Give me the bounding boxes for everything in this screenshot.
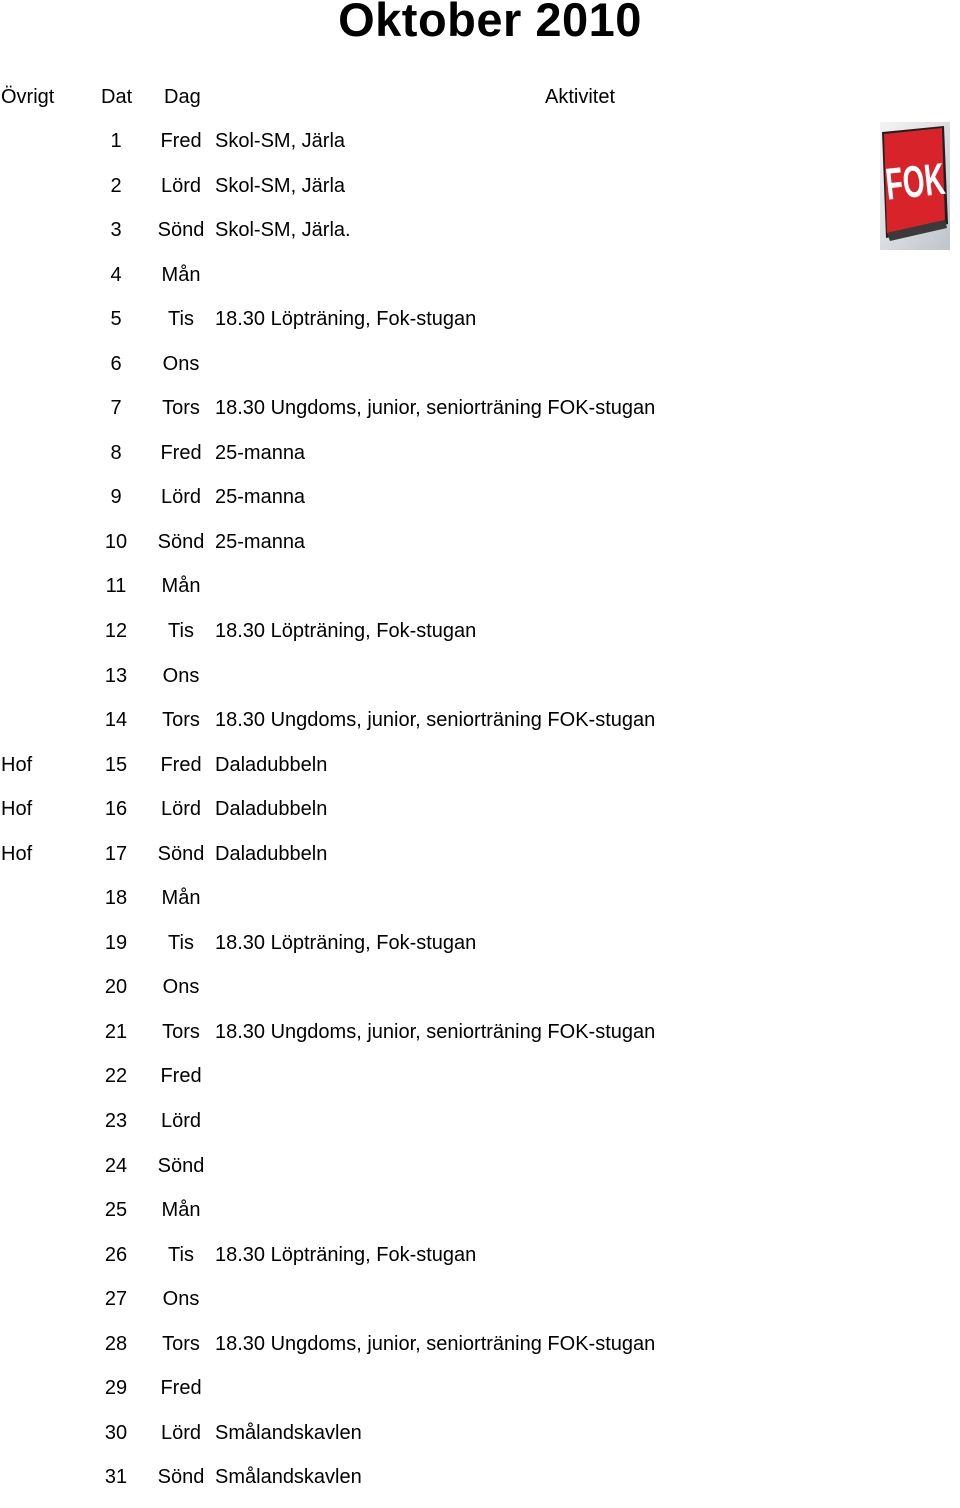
cell-dat: 18 [104,887,128,910]
cell-aktivitet: 18.30 Ungdoms, junior, seniorträning FOK-stugan [215,1332,656,1355]
cell-ovrigt: Hof [1,842,33,865]
cell-dag: Ons [162,1288,200,1311]
cell-dat: 15 [104,753,128,776]
table-row [0,1196,960,1241]
page-title: Oktober 2010 [338,0,642,46]
table-row [0,840,960,885]
cell-dat: 5 [110,308,122,331]
cell-dat: 24 [104,1154,128,1177]
cell-dat: 28 [104,1332,128,1355]
table-row [0,216,960,261]
cell-dag: Tors [162,1332,200,1355]
table-row [0,884,960,929]
cell-aktivitet: 18.30 Ungdoms, junior, seniorträning FOK-stugan [215,397,656,420]
cell-aktivitet: 18.30 Löpträning, Fok-stugan [215,620,477,643]
cell-dat: 3 [110,219,122,242]
cell-dag: Sönd [157,1466,205,1489]
cell-dat: 25 [104,1199,128,1222]
cell-dag: Fred [160,441,202,464]
cell-dag: Tors [162,709,200,732]
logo-text: FOK [883,153,948,210]
table-row [0,350,960,395]
cell-aktivitet: 18.30 Ungdoms, junior, seniorträning FOK-stugan [215,1020,656,1043]
cell-aktivitet: 18.30 Löpträning, Fok-stugan [215,931,477,954]
cell-dag: Tors [162,397,200,420]
cell-dat: 30 [104,1421,128,1444]
table-row [0,1285,960,1330]
cell-dat: 12 [104,620,128,643]
cell-dat: 16 [104,798,128,821]
cell-dat: 11 [105,575,127,598]
cell-aktivitet: 18.30 Ungdoms, junior, seniorträning FOK-stugan [215,709,656,732]
cell-dag: Mån [161,575,201,598]
cell-dag: Fred [160,753,202,776]
table-row [0,483,960,528]
cell-dag: Ons [162,352,200,375]
cell-dat: 19 [104,931,128,954]
table-row [0,1330,960,1375]
cell-aktivitet: Skol-SM, Järla. [215,219,351,242]
cell-dag: Mån [161,887,201,910]
cell-dag: Fred [160,1065,202,1088]
table-row [0,1152,960,1197]
cell-dat: 27 [104,1288,128,1311]
cell-dat: 6 [110,352,122,375]
table-row [0,751,960,796]
table-row [0,1463,960,1508]
table-row [0,929,960,974]
cell-dag: Lörd [160,1421,202,1444]
column-header-dat: Dat [101,86,133,108]
cell-dag: Tis [168,620,194,643]
cell-dag: Sönd [157,219,205,242]
table-row [0,662,960,707]
cell-dag: Ons [162,664,200,687]
cell-aktivitet: Daladubbeln [215,798,328,821]
cell-dat: 13 [104,664,128,687]
table-row [0,439,960,484]
cell-dag: Sönd [157,1154,205,1177]
cell-dat: 8 [110,441,122,464]
cell-aktivitet: Daladubbeln [215,753,328,776]
table-row [0,795,960,840]
cell-ovrigt: Hof [1,798,33,821]
cell-aktivitet: 25-manna [215,441,306,464]
cell-dag: Tis [168,1243,194,1266]
table-row [0,1107,960,1152]
cell-ovrigt: Hof [1,753,33,776]
cell-dag: Tors [162,1020,200,1043]
table-row [0,394,960,439]
cell-dag: Tis [168,308,194,331]
table-row [0,973,960,1018]
table-row [0,528,960,573]
cell-dag: Tis [168,931,194,954]
cell-dag: Fred [160,1377,202,1400]
cell-aktivitet: Smålandskavlen [215,1421,362,1444]
cell-dat: 26 [104,1243,128,1266]
cell-dat: 23 [104,1110,128,1133]
column-header-aktivitet: Aktivitet [545,86,616,108]
cell-aktivitet: Smålandskavlen [215,1466,362,1489]
cell-dat: 17 [104,842,128,865]
table-row [0,617,960,662]
cell-aktivitet: 25-manna [215,530,306,553]
cell-dag: Mån [161,263,201,286]
table-header [0,84,960,110]
cell-dat: 29 [104,1377,128,1400]
table-row [0,305,960,350]
cell-dag: Fred [160,130,202,152]
cell-dag: Ons [162,976,200,999]
cell-dat: 22 [104,1065,128,1088]
cell-dat: 1 [110,130,122,152]
fok-club-logo-icon [878,120,952,252]
cell-dag: Lörd [160,798,202,821]
cell-dat: 7 [110,397,122,420]
table-row [0,706,960,751]
table-row [0,1419,960,1464]
cell-dat: 4 [110,263,122,286]
cell-aktivitet: 18.30 Löpträning, Fok-stugan [215,1243,477,1266]
cell-aktivitet: 18.30 Löpträning, Fok-stugan [215,308,477,331]
cell-dag: Sönd [157,530,205,553]
cell-dat: 20 [104,976,128,999]
cell-dag: Sönd [157,842,205,865]
table-row [0,1018,960,1063]
calendar-table [0,127,960,1508]
cell-aktivitet: Daladubbeln [215,842,328,865]
cell-aktivitet: 25-manna [215,486,306,509]
table-row [0,1374,960,1419]
cell-dat: 9 [110,486,122,509]
table-row [0,172,960,217]
table-row [0,1062,960,1107]
column-header-ovrigt: Övrigt [1,86,55,108]
cell-aktivitet: Skol-SM, Järla [215,174,346,197]
table-row [0,127,960,172]
cell-dag: Mån [161,1199,201,1222]
cell-dat: 2 [110,174,122,197]
cell-dag: Lörd [160,1110,202,1133]
table-row [0,572,960,617]
table-row [0,1241,960,1286]
cell-dag: Lörd [160,174,202,197]
cell-aktivitet: Skol-SM, Järla [215,130,346,152]
cell-dat: 31 [104,1466,128,1489]
table-row [0,261,960,306]
column-header-dag: Dag [164,86,201,108]
cell-dat: 14 [104,709,128,732]
cell-dat: 21 [104,1020,128,1043]
cell-dat: 10 [104,530,128,553]
cell-dag: Lörd [160,486,202,509]
